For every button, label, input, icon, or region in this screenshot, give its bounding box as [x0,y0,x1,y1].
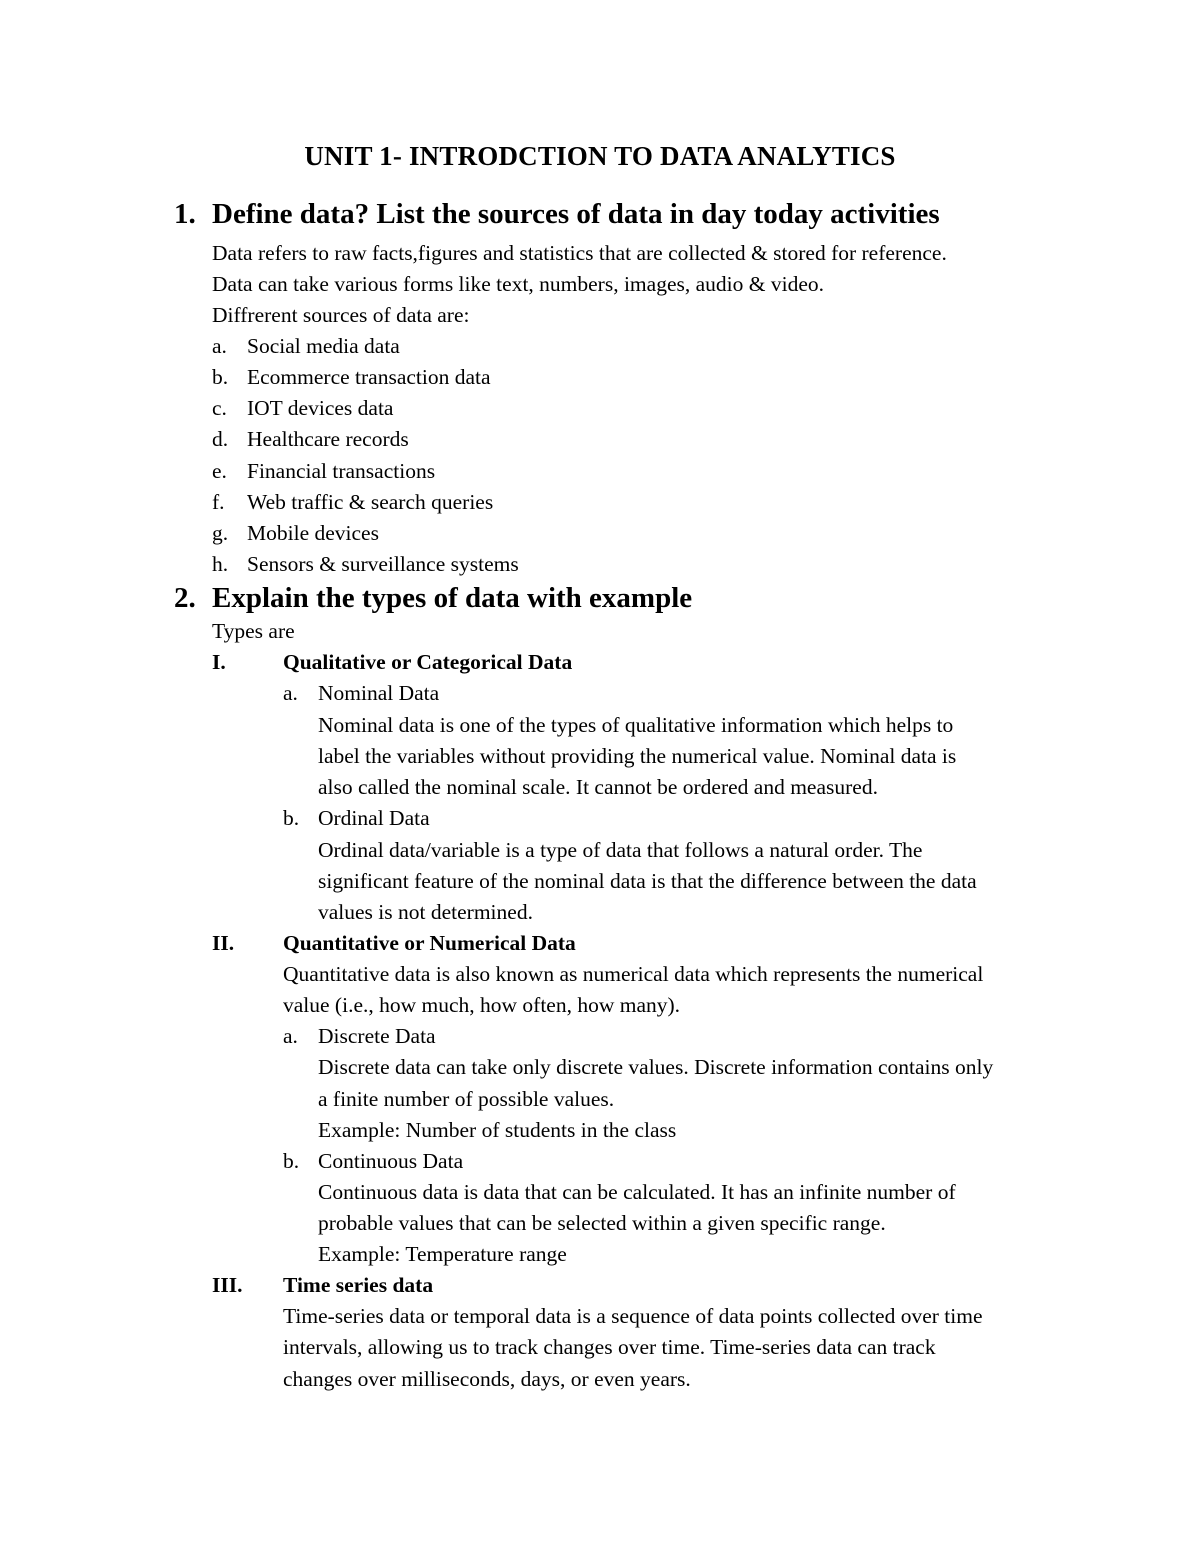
type-2-line: value (i.e., how much, how often, how many). [283,993,681,1017]
question-1-number: 1. [174,198,196,230]
discrete-data-line: Example: Number of students in the class [318,1118,677,1142]
list-item: Financial transactions [247,459,436,483]
list-marker: f. [212,490,225,514]
list-item: Web traffic & search queries [247,490,494,514]
list-item: Social media data [247,334,400,358]
list-marker: c. [212,396,227,420]
type-3-line: changes over milliseconds, days, or even years. [283,1367,691,1391]
q1-paragraph-line: Diffrerent sources of data are: [212,303,470,327]
list-marker: b. [283,1149,300,1173]
ordinal-data-line: Ordinal data/variable is a type of data that follows a natural order. The [318,838,923,862]
list-marker: e. [212,459,227,483]
continuous-data-line: probable values that can be selected within a given specific range. [318,1211,886,1235]
question-1-heading [174,198,940,231]
list-item: Sensors & surveillance systems [247,552,519,576]
list-marker: a. [212,334,227,358]
ordinal-data-label: Ordinal Data [318,806,430,830]
discrete-data-label: Discrete Data [318,1024,436,1048]
list-marker: d. [212,427,229,451]
q1-paragraph-line: Data refers to raw facts,figures and statistics that are collected & stored for reference. [212,241,947,265]
question-1-text: Define data? List the sources of data in day today activities [212,198,940,230]
ordinal-data-line: values is not determined. [318,900,533,924]
list-marker: g. [212,521,229,545]
type-1-marker: I. [212,650,226,674]
type-3-heading: Time series data [283,1273,434,1297]
list-item: Ecommerce transaction data [247,365,491,389]
nominal-data-line: Nominal data is one of the types of qualitative information which helps to [318,713,954,737]
question-2-heading [174,582,692,615]
type-2-line: Quantitative data is also known as numerical data which represents the numerical [283,962,984,986]
list-item: Healthcare records [247,427,409,451]
nominal-data-line: label the variables without providing the numerical value. Nominal data is [318,744,957,768]
type-3-marker: III. [212,1273,243,1297]
list-marker: a. [283,1024,298,1048]
discrete-data-line: Discrete data can take only discrete values. Discrete information contains only [318,1055,994,1079]
list-item: Mobile devices [247,521,379,545]
list-item: IOT devices data [247,396,394,420]
ordinal-data-line: significant feature of the nominal data is that the difference between the data [318,869,977,893]
list-marker: b. [283,806,300,830]
type-2-heading: Quantitative or Numerical Data [283,931,576,955]
document-title: UNIT 1- INTRODCTION TO DATA ANALYTICS [304,141,896,171]
continuous-data-line: Continuous data is data that can be calculated. It has an infinite number of [318,1180,956,1204]
discrete-data-line: a finite number of possible values. [318,1087,615,1111]
continuous-data-label: Continuous Data [318,1149,464,1173]
list-marker: a. [283,681,298,705]
type-3-line: intervals, allowing us to track changes over time. Time-series data can track [283,1335,936,1359]
type-2-marker: II. [212,931,235,955]
list-marker: b. [212,365,229,389]
type-1-heading: Qualitative or Categorical Data [283,650,573,674]
nominal-data-label: Nominal Data [318,681,440,705]
q1-paragraph-line: Data can take various forms like text, numbers, images, audio & video. [212,272,824,296]
question-2-number: 2. [174,582,196,614]
question-2-text: Explain the types of data with example [212,582,693,614]
q2-intro: Types are [212,619,295,643]
list-marker: h. [212,552,229,576]
continuous-data-line: Example: Temperature range [318,1242,567,1266]
nominal-data-line: also called the nominal scale. It cannot be ordered and measured. [318,775,878,799]
type-3-line: Time-series data or temporal data is a sequence of data points collected over time [283,1304,983,1328]
